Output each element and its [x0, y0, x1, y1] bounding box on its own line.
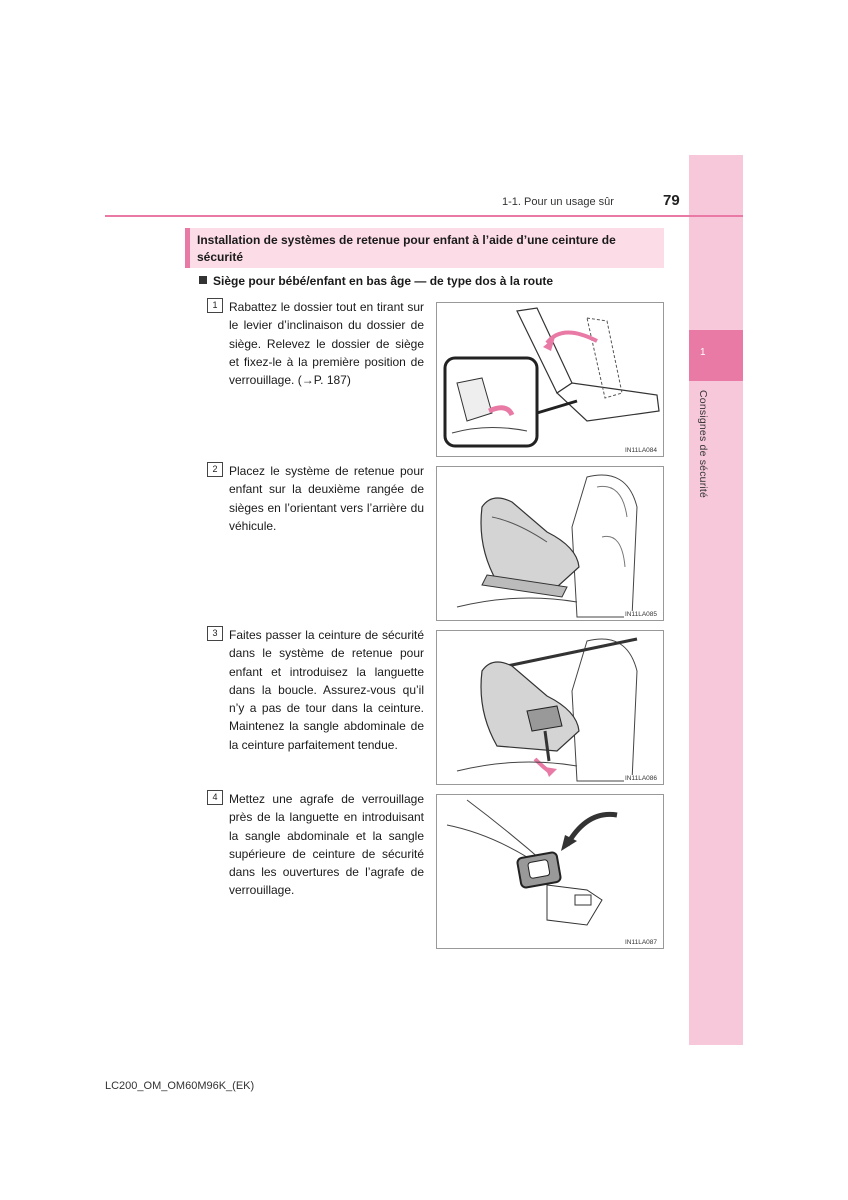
header-section-title: 1-1. Pour un usage sûr: [502, 196, 614, 208]
step-2: [207, 462, 424, 535]
locking-clip-illustration: [437, 795, 663, 948]
step-3: [207, 626, 424, 754]
figure-step-4: [436, 794, 664, 949]
section-title: Installation de systèmes de retenue pour enfant à l’aide d’une ceinture de sécurité: [197, 233, 616, 264]
bullet-square-icon: [199, 276, 207, 284]
step-4: [207, 790, 424, 900]
figure-code: IN11LA087: [624, 939, 657, 946]
chapter-number: 1: [700, 347, 706, 358]
seat-belt-routing-illustration: [437, 631, 663, 784]
subtitle: [199, 274, 553, 288]
figure-step-3: [436, 630, 664, 785]
child-seat-placement-illustration: [437, 467, 663, 620]
page-number: 79: [663, 192, 680, 209]
subtitle-text: Siège pour bébé/enfant en bas âge — de type dos à la route: [213, 274, 554, 288]
figure-code: IN11LA086: [624, 775, 657, 782]
step-text: Mettez une agrafe de verrouillage près de la languette en introduisant la sangle abdominale et la sangle supérieure de ceinture de sécurité dans les ouvertures de l’agrafe de verrouillage.: [229, 792, 424, 898]
step-text: Rabattez le dossier tout en tirant sur le levier d’inclinaison du dossier de siège. Relevez le dossier de siège et fixez-le à la première position de verrouillage. (→P. 187): [229, 300, 424, 388]
chapter-tab-active[interactable]: [689, 330, 743, 381]
step-number-box: 3: [207, 626, 223, 641]
step-text: Placez le système de retenue pour enfant sur la deuxième rangée de sièges en l’orientant vers l’arrière du véhicule.: [229, 464, 424, 533]
section-title-accent-bar: [185, 228, 190, 268]
figure-step-1: [436, 302, 664, 457]
step-1: [207, 298, 424, 389]
chapter-label: Consignes de sécurité: [697, 390, 709, 499]
step-number-box: 2: [207, 462, 223, 477]
chapter-side-tab: [689, 155, 743, 1045]
footer-document-code: LC200_OM_OM60M96K_(EK): [105, 1080, 255, 1092]
header-divider: [105, 215, 743, 217]
step-number-box: 1: [207, 298, 223, 313]
figure-step-2: [436, 466, 664, 621]
step-number-box: 4: [207, 790, 223, 805]
seat-recline-illustration: [437, 303, 663, 456]
figure-code: IN11LA084: [624, 447, 657, 454]
figure-code: IN11LA085: [624, 611, 657, 618]
step-text: Faites passer la ceinture de sécurité dans le système de retenue pour enfant et introduisez la languette dans la boucle. Assurez-vous qu’il n’y a pas de tour dans la ceinture. Maintenez la sangle abdominale de la ceinture parfaitement tendue.: [229, 628, 424, 752]
section-title-box: [185, 228, 664, 268]
